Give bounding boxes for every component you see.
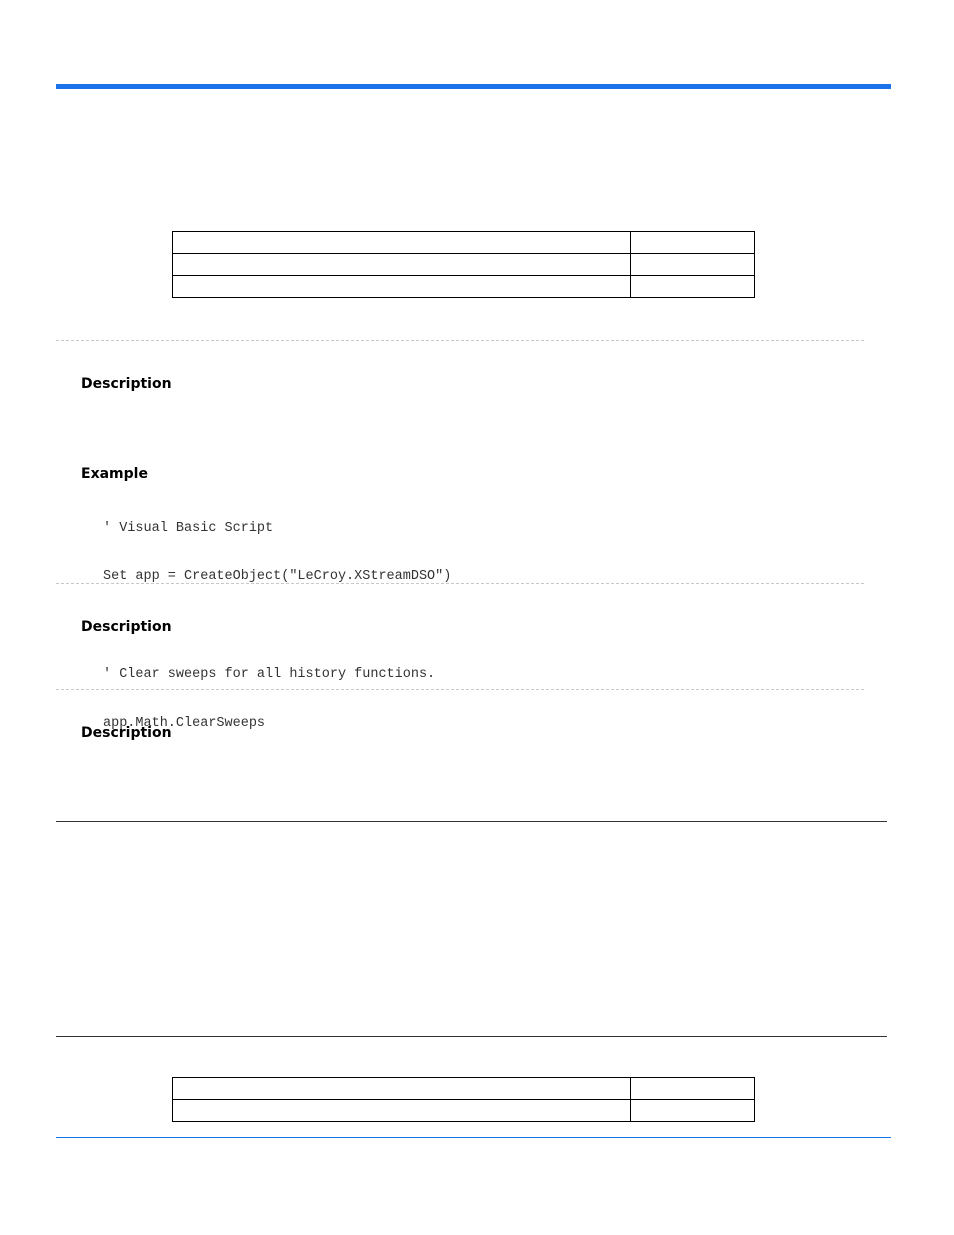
section-divider bbox=[56, 340, 864, 341]
description-heading: Description bbox=[81, 619, 172, 635]
footer-rule bbox=[56, 1137, 891, 1138]
section-rule bbox=[56, 1036, 887, 1037]
properties-table-top bbox=[172, 231, 755, 298]
properties-table-bottom bbox=[172, 1077, 755, 1122]
table-row bbox=[173, 276, 755, 298]
example-heading: Example bbox=[81, 466, 148, 482]
code-line: ' Clear sweeps for all history functions. bbox=[103, 667, 436, 683]
code-line: ' Visual Basic Script bbox=[103, 520, 274, 536]
table-row bbox=[173, 254, 755, 276]
table-row bbox=[173, 232, 755, 254]
description-heading: Description bbox=[81, 725, 172, 741]
code-line: app.Math.ClearSweeps bbox=[103, 716, 266, 732]
section-rule bbox=[56, 821, 887, 822]
description-heading: Description bbox=[81, 376, 172, 392]
header-accent-bar bbox=[56, 84, 891, 89]
code-line: Set app = CreateObject("LeCroy.XStreamDSO") bbox=[103, 569, 452, 585]
section-divider bbox=[56, 583, 864, 584]
table-row bbox=[173, 1100, 755, 1122]
section-divider bbox=[56, 689, 864, 690]
table-row bbox=[173, 1078, 755, 1100]
